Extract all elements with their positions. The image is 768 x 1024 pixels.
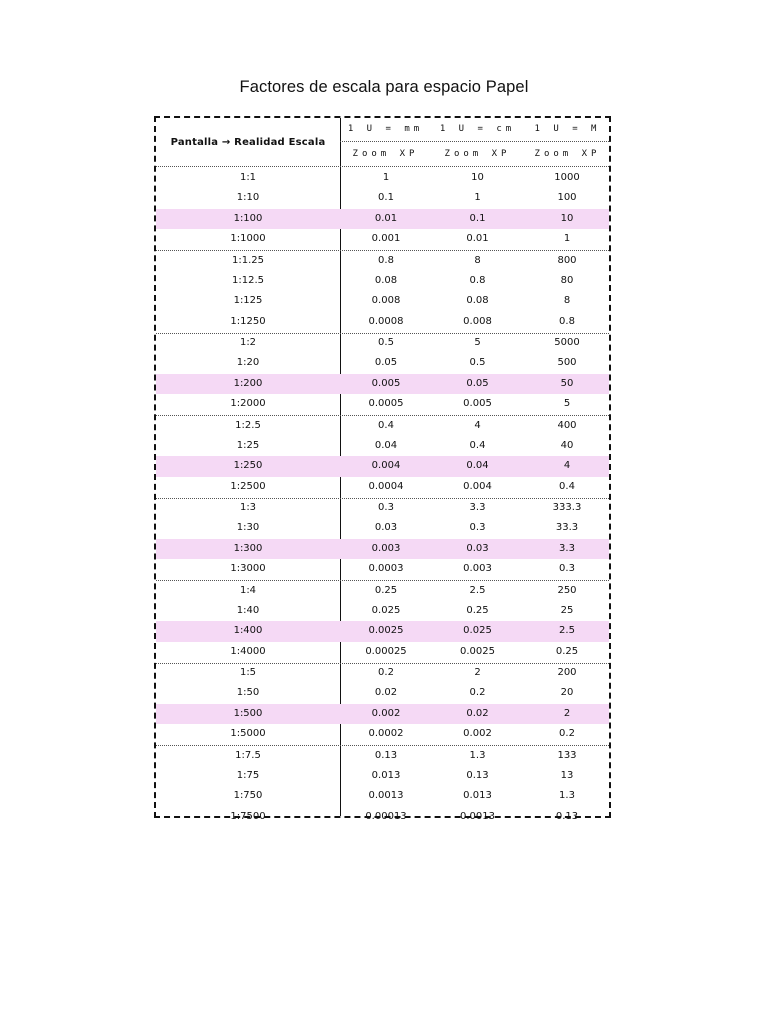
m-cell: 1 (563, 233, 571, 245)
m-cell: 1000 (554, 172, 580, 183)
table-row (156, 436, 609, 456)
table-row (156, 312, 609, 332)
mm-cell: 0.02 (374, 687, 398, 699)
cm-cell: 0.8 (469, 274, 486, 286)
scale-cell: 1:1250 (230, 315, 266, 327)
scale-cell: 1:250 (233, 460, 263, 472)
m-cell: 400 (557, 419, 577, 431)
mm-cell: 0.1 (378, 192, 394, 204)
m-cell: 200 (557, 667, 577, 678)
scale-factors-table (154, 116, 611, 822)
cm-cell: 0.5 (469, 357, 486, 369)
cm-cell: 10 (471, 172, 484, 183)
cm-cell: 0.08 (466, 295, 489, 307)
m-cell: 133 (557, 749, 577, 761)
scale-cell: 1:3 (239, 502, 257, 513)
mm-cell: 0.08 (374, 274, 398, 286)
m-cell: 3.3 (559, 542, 575, 554)
table-row (156, 333, 609, 353)
m-cell: 1.3 (559, 790, 575, 802)
cm-cell: 3.3 (469, 502, 486, 513)
mm-cell: 0.0005 (368, 398, 404, 410)
scale-cell: 1:3000 (230, 563, 266, 575)
mm-cell: 0.8 (378, 254, 394, 266)
m-cell: 0.2 (559, 728, 575, 740)
table-row (156, 477, 609, 497)
table-row (156, 518, 609, 538)
cm-cell: 0.005 (463, 398, 492, 410)
scale-cell: 1:40 (236, 604, 260, 616)
cm-cell: 0.003 (463, 563, 492, 575)
mm-cell: 0.25 (374, 584, 398, 596)
scale-cell: 1:30 (236, 522, 260, 534)
mm-cell: 0.008 (371, 295, 401, 307)
cm-cell: 0.0013 (460, 810, 495, 822)
scale-cell: 1:7.5 (235, 749, 261, 761)
m-cell: 500 (557, 357, 577, 369)
cm-cell: 4 (474, 419, 481, 431)
mm-cell: 0.05 (374, 357, 398, 369)
table-row (156, 724, 609, 744)
cm-cell: 0.013 (463, 790, 492, 802)
table-row-highlighted (156, 539, 609, 559)
scale-cell: 1:1 (239, 172, 257, 183)
m-cell: 4 (563, 460, 571, 472)
mm-cell: 0.00025 (365, 645, 407, 657)
scale-cell: 1:400 (233, 625, 263, 637)
table-row (156, 251, 609, 271)
table-row (156, 766, 609, 786)
mm-cell: 0.01 (374, 212, 398, 224)
cm-cell: 0.3 (469, 522, 486, 534)
header-unit-m: 1 U = M (534, 124, 601, 134)
table-row (156, 601, 609, 621)
table-row (156, 683, 609, 703)
m-cell: 0.8 (559, 315, 575, 327)
scale-cell: 1:5 (239, 667, 257, 678)
m-cell: 5 (563, 398, 571, 410)
cm-cell: 1 (474, 192, 481, 204)
m-cell: 80 (560, 274, 574, 286)
scale-cell: 1:2000 (230, 398, 266, 410)
table-row (156, 581, 609, 601)
m-cell: 0.3 (559, 563, 575, 575)
scale-cell: 1:2 (239, 337, 257, 348)
m-cell: 13 (560, 769, 574, 781)
scale-cell: 1:5000 (230, 728, 266, 740)
mm-cell: 0.013 (371, 769, 401, 781)
mm-cell: 0.0025 (368, 625, 404, 637)
scale-cell: 1:2500 (230, 480, 266, 492)
m-cell: 20 (560, 687, 574, 699)
mm-cell: 0.5 (378, 337, 394, 348)
m-cell: 50 (560, 377, 574, 389)
cm-cell: 0.05 (466, 377, 489, 389)
m-cell: 40 (560, 439, 574, 451)
scale-cell: 1:2.5 (235, 419, 261, 431)
m-cell: 5000 (554, 337, 580, 348)
table-row-highlighted (156, 621, 609, 641)
cm-cell: 0.4 (469, 439, 486, 451)
table-row (156, 291, 609, 311)
scale-cell: 1:750 (233, 790, 263, 802)
scale-cell: 1:75 (236, 769, 260, 781)
table-row-highlighted (156, 704, 609, 724)
table-row (156, 498, 609, 518)
header-unit-cm: 1 U = cm (439, 124, 516, 134)
header-zoom-mm: Zoom XP (352, 149, 419, 159)
cm-cell: 0.13 (466, 769, 489, 781)
m-cell: 333.3 (552, 502, 582, 513)
table-row (156, 663, 609, 683)
header-unit-mm: 1 U = mm (347, 124, 424, 134)
scale-cell: 1:100 (233, 212, 263, 224)
header-zoom-cm: Zoom XP (444, 149, 511, 159)
table-row-highlighted (156, 456, 609, 476)
cm-cell: 0.02 (466, 707, 489, 719)
m-cell: 0.13 (555, 810, 579, 822)
table-row (156, 168, 609, 188)
header-scale-label: Pantalla → Realidad Escala (170, 136, 326, 148)
table-row-highlighted (156, 374, 609, 394)
table-row (156, 642, 609, 662)
table-row (156, 559, 609, 579)
m-cell: 100 (557, 192, 577, 204)
cm-cell: 5 (474, 337, 481, 348)
mm-cell: 0.0004 (368, 480, 404, 492)
scale-cell: 1:300 (233, 542, 263, 554)
mm-cell: 0.0002 (368, 728, 404, 740)
header-zoom-m: Zoom XP (534, 149, 601, 159)
mm-cell: 0.0003 (368, 563, 404, 575)
cm-cell: 2.5 (469, 584, 486, 596)
cm-cell: 0.25 (466, 604, 489, 616)
cm-cell: 2 (474, 667, 481, 678)
m-cell: 8 (563, 295, 571, 307)
scale-cell: 1:500 (233, 707, 263, 719)
mm-cell: 0.025 (371, 604, 401, 616)
table-row (156, 416, 609, 436)
mm-cell: 0.002 (371, 707, 401, 719)
m-cell: 33.3 (555, 522, 579, 534)
mm-cell: 0.0008 (368, 315, 404, 327)
mm-cell: 0.001 (371, 233, 401, 245)
cm-cell: 0.2 (469, 687, 486, 699)
cm-cell: 0.1 (469, 212, 486, 224)
mm-cell: 0.005 (371, 377, 401, 389)
cm-cell: 8 (474, 254, 481, 266)
scale-cell: 1:12.5 (232, 274, 264, 286)
table-row (156, 394, 609, 414)
cm-cell: 0.002 (463, 728, 492, 740)
scale-cell: 1:7500 (230, 810, 266, 822)
mm-cell: 0.004 (371, 460, 401, 472)
mm-cell: 0.0013 (368, 790, 404, 802)
cm-cell: 1.3 (469, 749, 486, 761)
cm-cell: 0.01 (466, 233, 489, 245)
mm-cell: 0.3 (378, 502, 394, 513)
cm-cell: 0.004 (463, 480, 492, 492)
scale-cell: 1:20 (236, 357, 260, 369)
m-cell: 25 (560, 604, 574, 616)
scale-cell: 1:4 (239, 584, 257, 596)
m-cell: 2 (563, 707, 571, 719)
mm-cell: 0.00013 (365, 810, 407, 822)
table-row (156, 271, 609, 291)
table-row-highlighted (156, 209, 609, 229)
table-row (156, 188, 609, 208)
m-cell: 800 (557, 254, 577, 266)
mm-cell: 0.13 (374, 749, 398, 761)
cm-cell: 0.04 (466, 460, 489, 472)
m-cell: 2.5 (559, 625, 575, 637)
cm-cell: 0.025 (463, 625, 492, 637)
table-row (156, 786, 609, 806)
table-row (156, 229, 609, 249)
m-cell: 10 (560, 212, 574, 224)
cm-cell: 0.03 (466, 542, 489, 554)
table-row (156, 353, 609, 373)
scale-cell: 1:125 (233, 295, 263, 307)
mm-cell: 0.003 (371, 542, 401, 554)
scale-cell: 1:200 (233, 377, 263, 389)
scale-cell: 1:4000 (230, 645, 266, 657)
cm-cell: 0.0025 (460, 645, 495, 657)
mm-cell: 0.2 (378, 667, 394, 678)
m-cell: 0.4 (559, 480, 575, 492)
mm-cell: 0.4 (378, 419, 394, 431)
page-title: Factores de escala para espacio Papel (239, 78, 529, 96)
header-divider-bottom (156, 166, 609, 167)
cm-cell: 0.008 (463, 315, 492, 327)
scale-cell: 1:25 (236, 439, 260, 451)
scale-cell: 1:10 (236, 192, 260, 204)
m-cell: 250 (557, 584, 577, 596)
header-divider-units (340, 141, 609, 142)
scale-cell: 1:1000 (230, 233, 266, 245)
scale-cell: 1:1.25 (232, 254, 264, 266)
scale-cell: 1:50 (236, 687, 260, 699)
mm-cell: 0.04 (374, 439, 398, 451)
table-row (156, 746, 609, 766)
table-row (156, 807, 609, 827)
mm-cell: 0.03 (374, 522, 398, 534)
m-cell: 0.25 (555, 645, 579, 657)
mm-cell: 1 (382, 172, 390, 183)
